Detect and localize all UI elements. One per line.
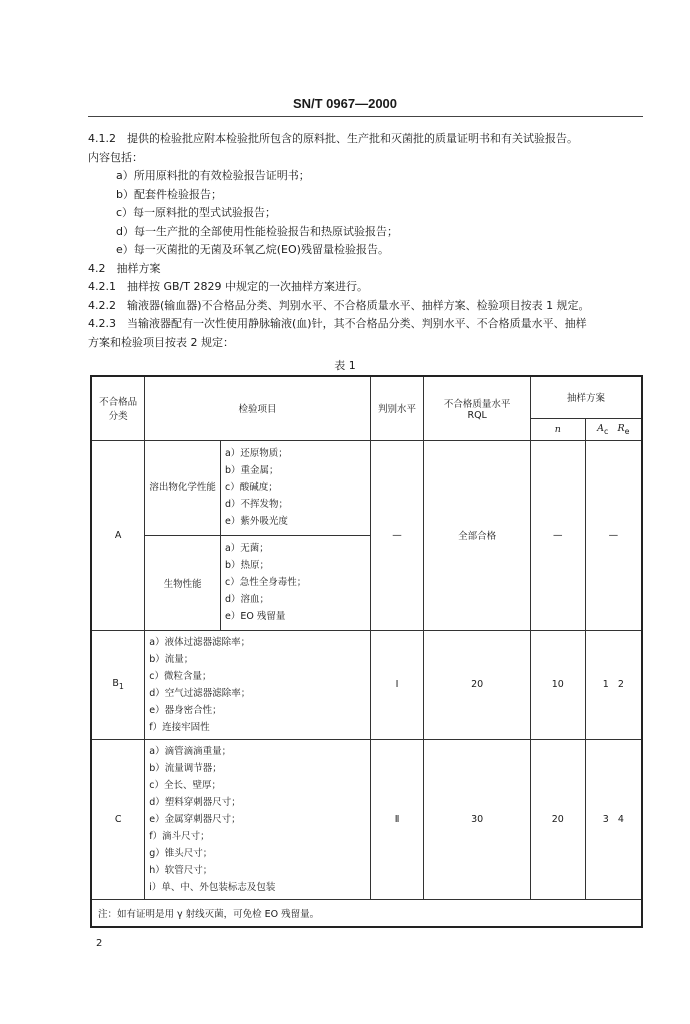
list-item: e）EO 残留量	[224, 611, 286, 622]
rql-b: 20	[424, 630, 530, 739]
rql-c: 30	[424, 739, 530, 899]
n-b: 10	[530, 630, 585, 739]
acre-b: 1 2	[585, 630, 642, 739]
section-heading-4-2: 4.2 抽样方案	[88, 261, 161, 275]
subgroup-chemical: 溶出物化学性能	[145, 440, 221, 535]
list-item: d）塑料穿刺器尺寸；	[149, 796, 241, 808]
list-item: c）微粒含量；	[149, 670, 212, 682]
list-item: e）紫外吸光度	[224, 516, 288, 527]
header-rql-line1: 不合格质量水平	[443, 398, 511, 410]
table-title: 表 1	[334, 359, 356, 372]
rql-a: 全部合格	[424, 440, 530, 630]
acre-a: —	[585, 440, 642, 630]
list-item: b）配套件检验报告；	[116, 187, 222, 201]
header-items: 检验项目	[145, 376, 370, 440]
level-c: Ⅱ	[370, 739, 424, 899]
para-4-1-2-line2: 内容包括：	[88, 150, 143, 164]
list-item: c）急性全身毒性；	[224, 577, 307, 588]
section-4-1-2	[88, 130, 648, 352]
items-b	[145, 630, 370, 739]
list-item: e）金属穿刺器尺寸；	[149, 813, 241, 825]
list-item: b）热原；	[224, 560, 269, 571]
header-n: n	[530, 418, 585, 440]
acre-c: 3 4	[585, 739, 642, 899]
list-item: f）连接牢固性	[149, 721, 210, 733]
list-item: c）酸碱度；	[224, 482, 278, 493]
items-chemical	[220, 440, 370, 535]
para-4-2-3-line1: 4.2.3 当输液器配有一次性使用静脉输液(血)针，其不合格品分类、判别水平、不合格质量水平、抽样	[88, 317, 587, 330]
header-level: 判别水平	[370, 376, 424, 440]
header-ac-re: $A_c$ $R_e$	[585, 418, 642, 440]
list-item: d）溶血；	[224, 594, 269, 605]
list-item: a）无菌；	[224, 543, 269, 554]
items-biological	[220, 535, 370, 630]
list-item: c）全长、壁厚；	[149, 779, 221, 791]
level-b: I	[370, 630, 424, 739]
items-c	[145, 739, 370, 899]
subgroup-biological: 生物性能	[145, 535, 221, 630]
list-item: e）每一灭菌批的无菌及环氧乙烷(EO)残留量检验报告。	[116, 243, 389, 256]
list-item: a）滴管滴滴重量；	[149, 745, 232, 757]
sampling-table	[90, 375, 643, 928]
category-c: C	[91, 739, 145, 899]
list-item: b）重金属；	[224, 465, 279, 476]
list-item: e）器身密合性；	[149, 704, 222, 716]
para-4-1-2-line1: 4.1.2 提供的检验批应附本检验批所包含的原料批、生产批和灭菌批的质量证明书和有关试验报告。	[88, 132, 578, 145]
page-number: 2	[96, 938, 103, 949]
n-c: 20	[530, 739, 585, 899]
category-a: A	[91, 440, 145, 630]
level-a: —	[370, 440, 424, 630]
list-item: d）不挥发物；	[224, 499, 288, 510]
header-plan: 抽样方案	[530, 376, 642, 418]
n-a: —	[530, 440, 585, 630]
para-4-2-1: 4.2.1 抽样按 GB/T 2829 中规定的一次抽样方案进行。	[88, 280, 368, 293]
list-item: a）液体过滤器滤除率；	[149, 636, 251, 648]
list-item: c）每一原料批的型式试验报告；	[116, 206, 277, 219]
list-item: i）单、中、外包装标志及包装	[149, 881, 276, 893]
para-4-2-2: 4.2.2 输液器(输血器)不合格品分类、判别水平、不合格质量水平、抽样方案、检验项目按表 1 规定。	[88, 298, 590, 312]
list-item: d）每一生产批的全部使用性能检验报告和热原试验报告；	[116, 224, 398, 238]
header-category: 不合格品分类	[91, 376, 145, 440]
category-b: $B_1$	[91, 630, 145, 739]
list-item: h）软管尺寸；	[149, 864, 213, 876]
page-header: SN/T 0967—2000	[292, 96, 398, 111]
header-rql-line2: RQL	[467, 409, 487, 421]
list-item: b）流量调节器；	[149, 762, 222, 774]
table-note: 注：如有证明是用 γ 射线灭菌，可免检 EO 残留量。	[91, 899, 642, 927]
list-item: g）锥头尺寸；	[149, 847, 213, 859]
list-item: f）滴斗尺寸；	[149, 830, 210, 842]
header-rule	[88, 116, 643, 117]
list-item: a）还原物质；	[224, 448, 288, 459]
list-item: d）空气过滤器滤除率；	[149, 687, 251, 699]
header-rql	[424, 376, 530, 440]
list-item: a）所用原料批的有效检验报告证明书；	[116, 169, 310, 182]
list-item: b）流量；	[149, 653, 194, 665]
para-4-2-3-line2: 方案和检验项目按表 2 规定：	[88, 335, 234, 349]
